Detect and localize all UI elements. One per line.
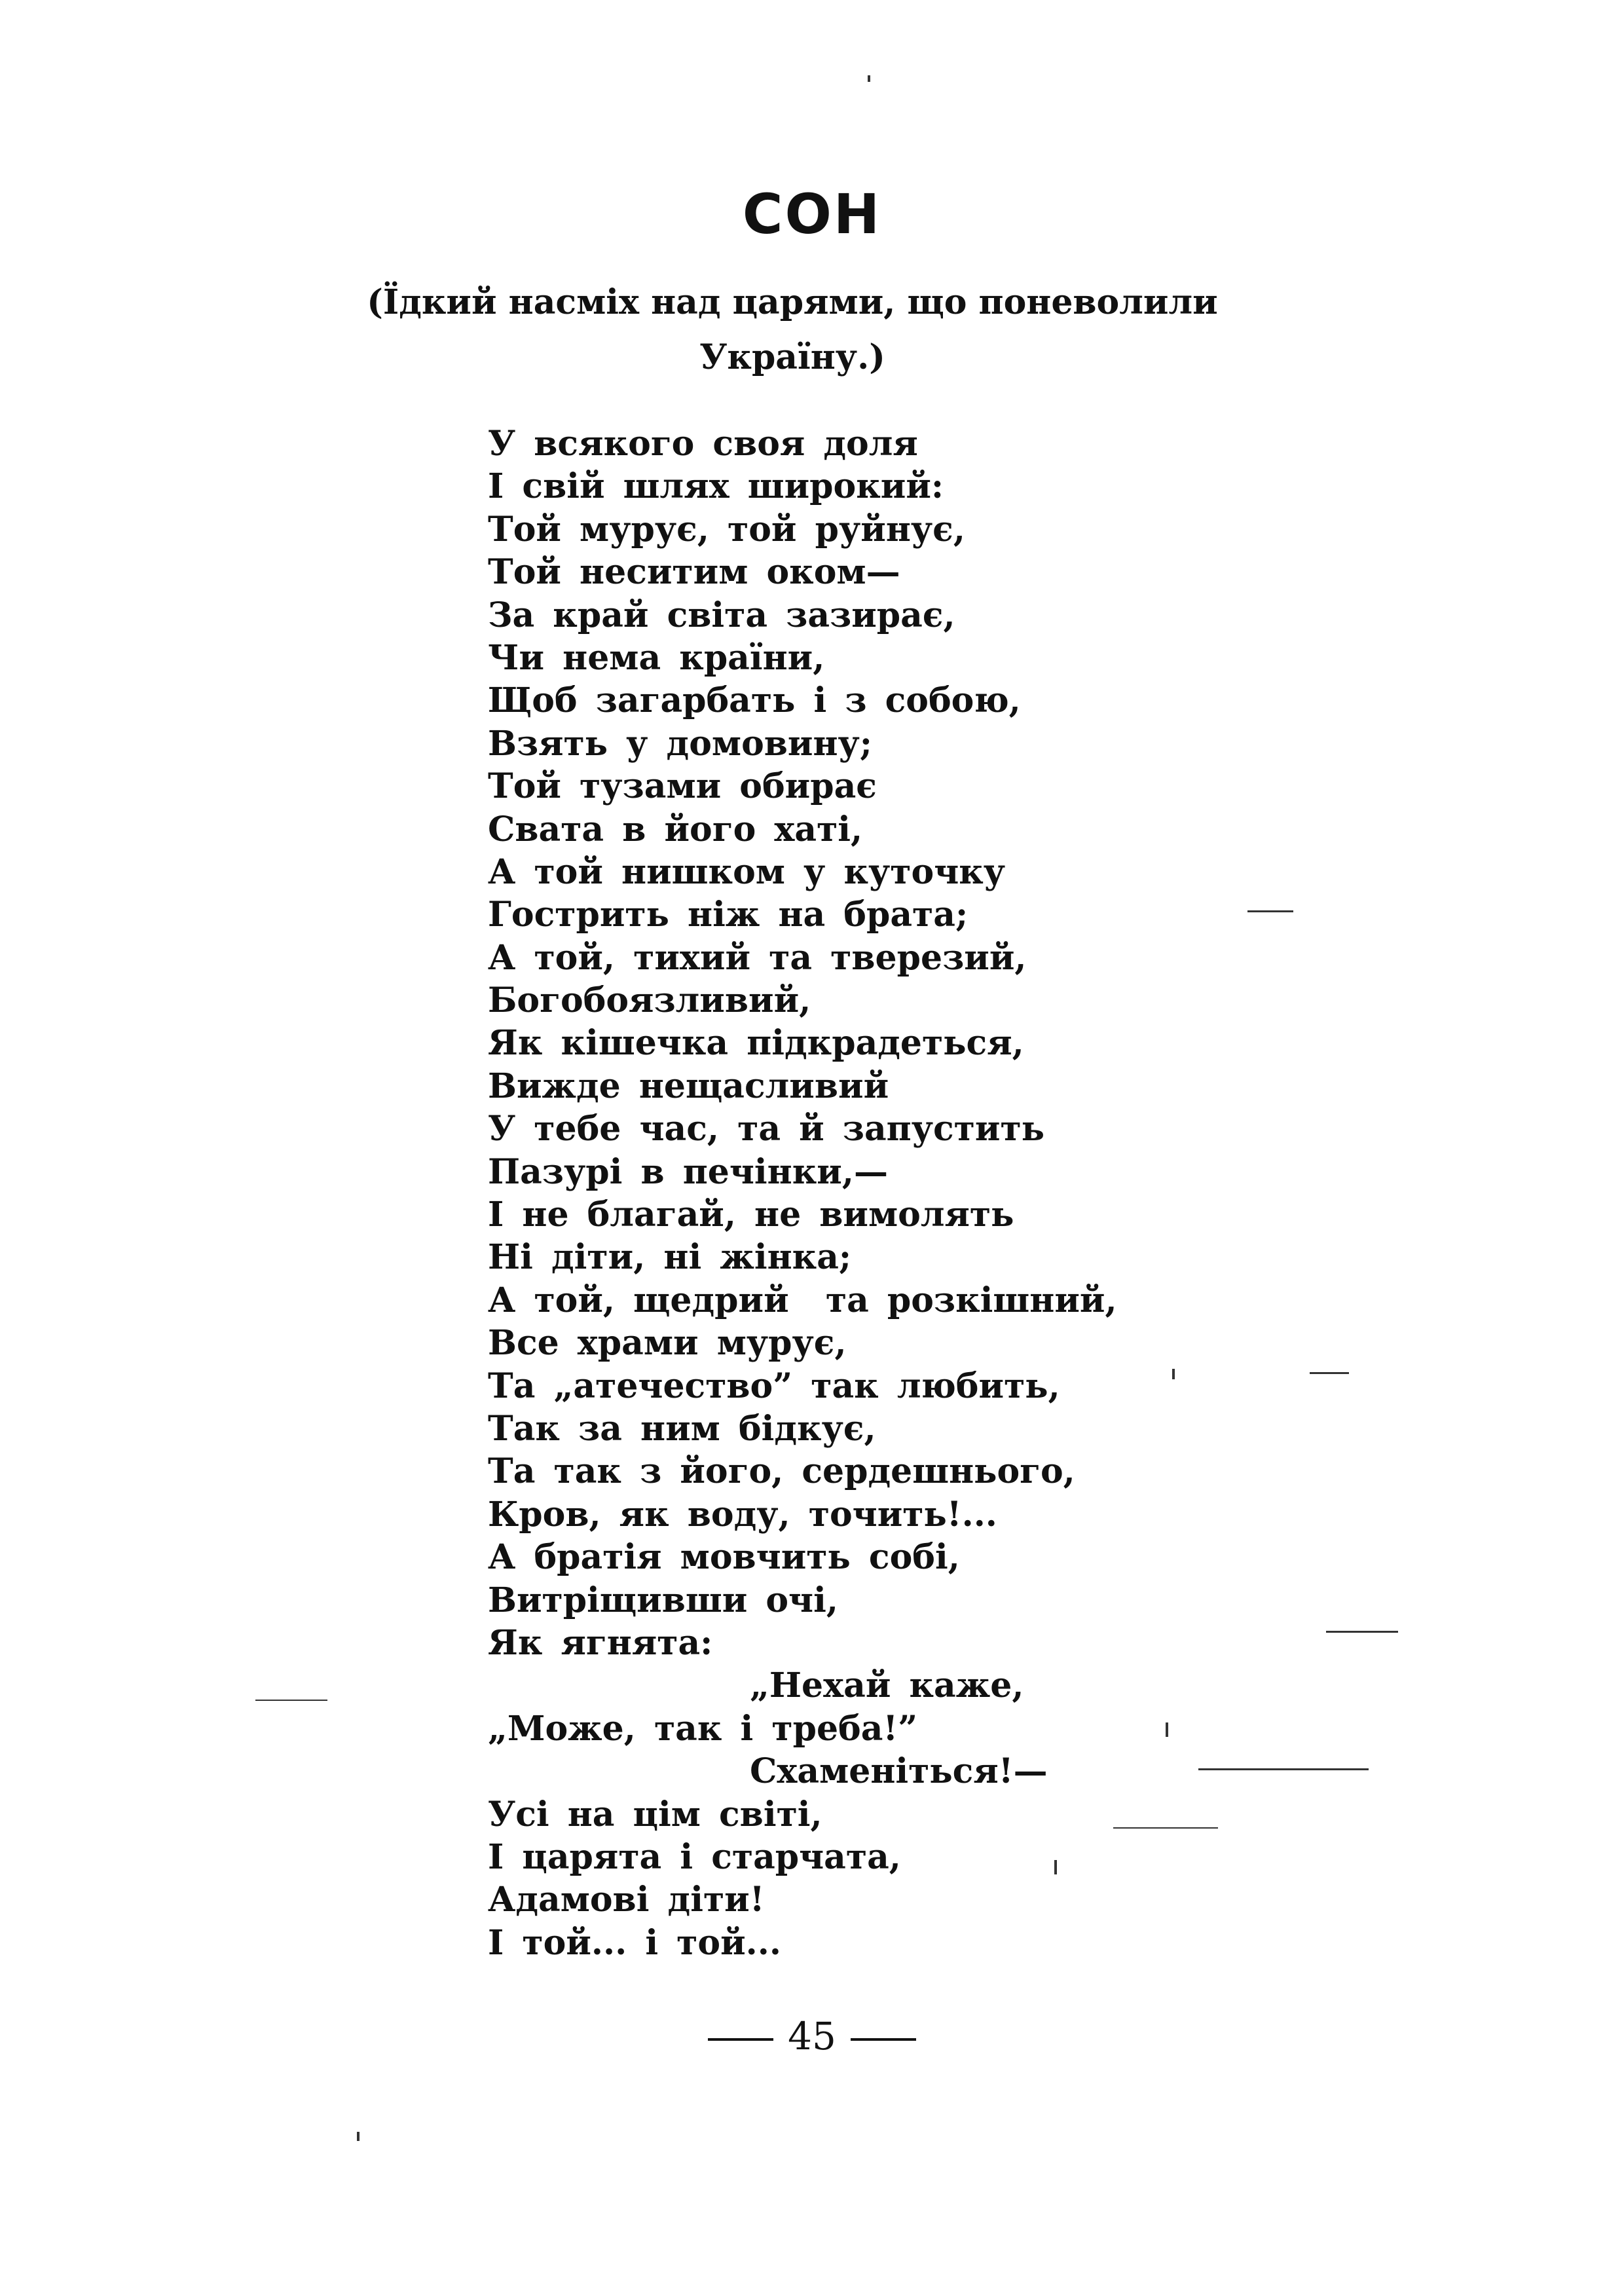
poem-line: Схаменіться!— [750,1751,1048,1792]
poem-line: А той, тихий та тверезий, [488,937,1027,978]
poem-line: У всякого своя доля [488,424,918,464]
poem-line: І не благай, не вимолять [488,1195,1014,1235]
page-number-value: 45 [788,2014,836,2058]
poem-line: Так за ним бідкує, [488,1408,876,1449]
scan-speck [1247,910,1293,912]
scan-speck [1172,1369,1175,1379]
poem-line: За край світа зазирає, [488,595,955,635]
scan-speck [1326,1631,1398,1633]
scan-speck [868,75,870,82]
poem-line: Богобоязливий, [488,980,811,1021]
page-number [0,2014,1624,2058]
poem-line: „Нехай каже, [750,1666,1024,1706]
poem-line: Взять у домовину; [488,723,872,764]
poem-line: У тебе час, та й запустить [488,1109,1044,1149]
poem-line: Адамові діти! [488,1880,765,1920]
poem-line: Пазурі в печінки,— [488,1151,888,1192]
scan-speck [357,2132,360,2141]
poem-body [488,422,1339,1964]
poem-line: Чи нема країни, [488,637,825,678]
poem-line: Та так з його, сердешнього, [488,1451,1075,1492]
poem-line: Ні діти, ні жінка; [488,1237,852,1278]
poem-line: Усі на цім світі, [488,1794,822,1834]
poem-line: Як ягнята: [488,1622,713,1663]
poem-line: А той, щедрий та розкішний, [488,1280,1117,1320]
scan-speck [1054,1860,1057,1874]
page-number-dash-right [851,2038,916,2041]
scan-speck [255,1700,327,1701]
scan-speck [1310,1372,1349,1374]
poem-line: „Може, так і треба!” [488,1708,918,1749]
poem-line: Той мурує, той руйнує, [488,509,965,549]
poem-line: Кров, як воду, точить!... [488,1494,997,1535]
poem-subtitle: (Їдкий насміх над царями, що поневолили Україну.) [367,282,1218,377]
scan-speck [1198,1768,1369,1770]
poem-line: Все храми мурує, [488,1323,847,1364]
poem-line: А братія мовчить собі, [488,1537,960,1578]
poem-line: Як кішечка підкрадеться, [488,1023,1024,1064]
page-number-dash-left [708,2038,773,2041]
scan-speck [1113,1827,1218,1829]
poem-line: І свій шлях широкий: [488,466,944,507]
poem-line: Та „атечество” так любить, [488,1366,1060,1406]
poem-line: Свата в його хаті, [488,809,863,849]
poem-line: І той... і той... [488,1922,781,1963]
poem-line: Щоб загарбать і з собою, [488,680,1021,721]
poem-line: Той тузами обирає [488,766,877,807]
poem-line: Гострить ніж на брата; [488,895,969,935]
poem-line: Вижде нещасливий [488,1066,889,1106]
poem-title: СОН [742,182,882,246]
scan-speck [1166,1722,1168,1737]
poem-line: А той нишком у куточку [488,851,1006,892]
poem-line: Витріщивши очі, [488,1580,838,1620]
poem-line: І царята і старчата, [488,1836,901,1877]
poem-line: Той неситим оком— [488,552,900,593]
